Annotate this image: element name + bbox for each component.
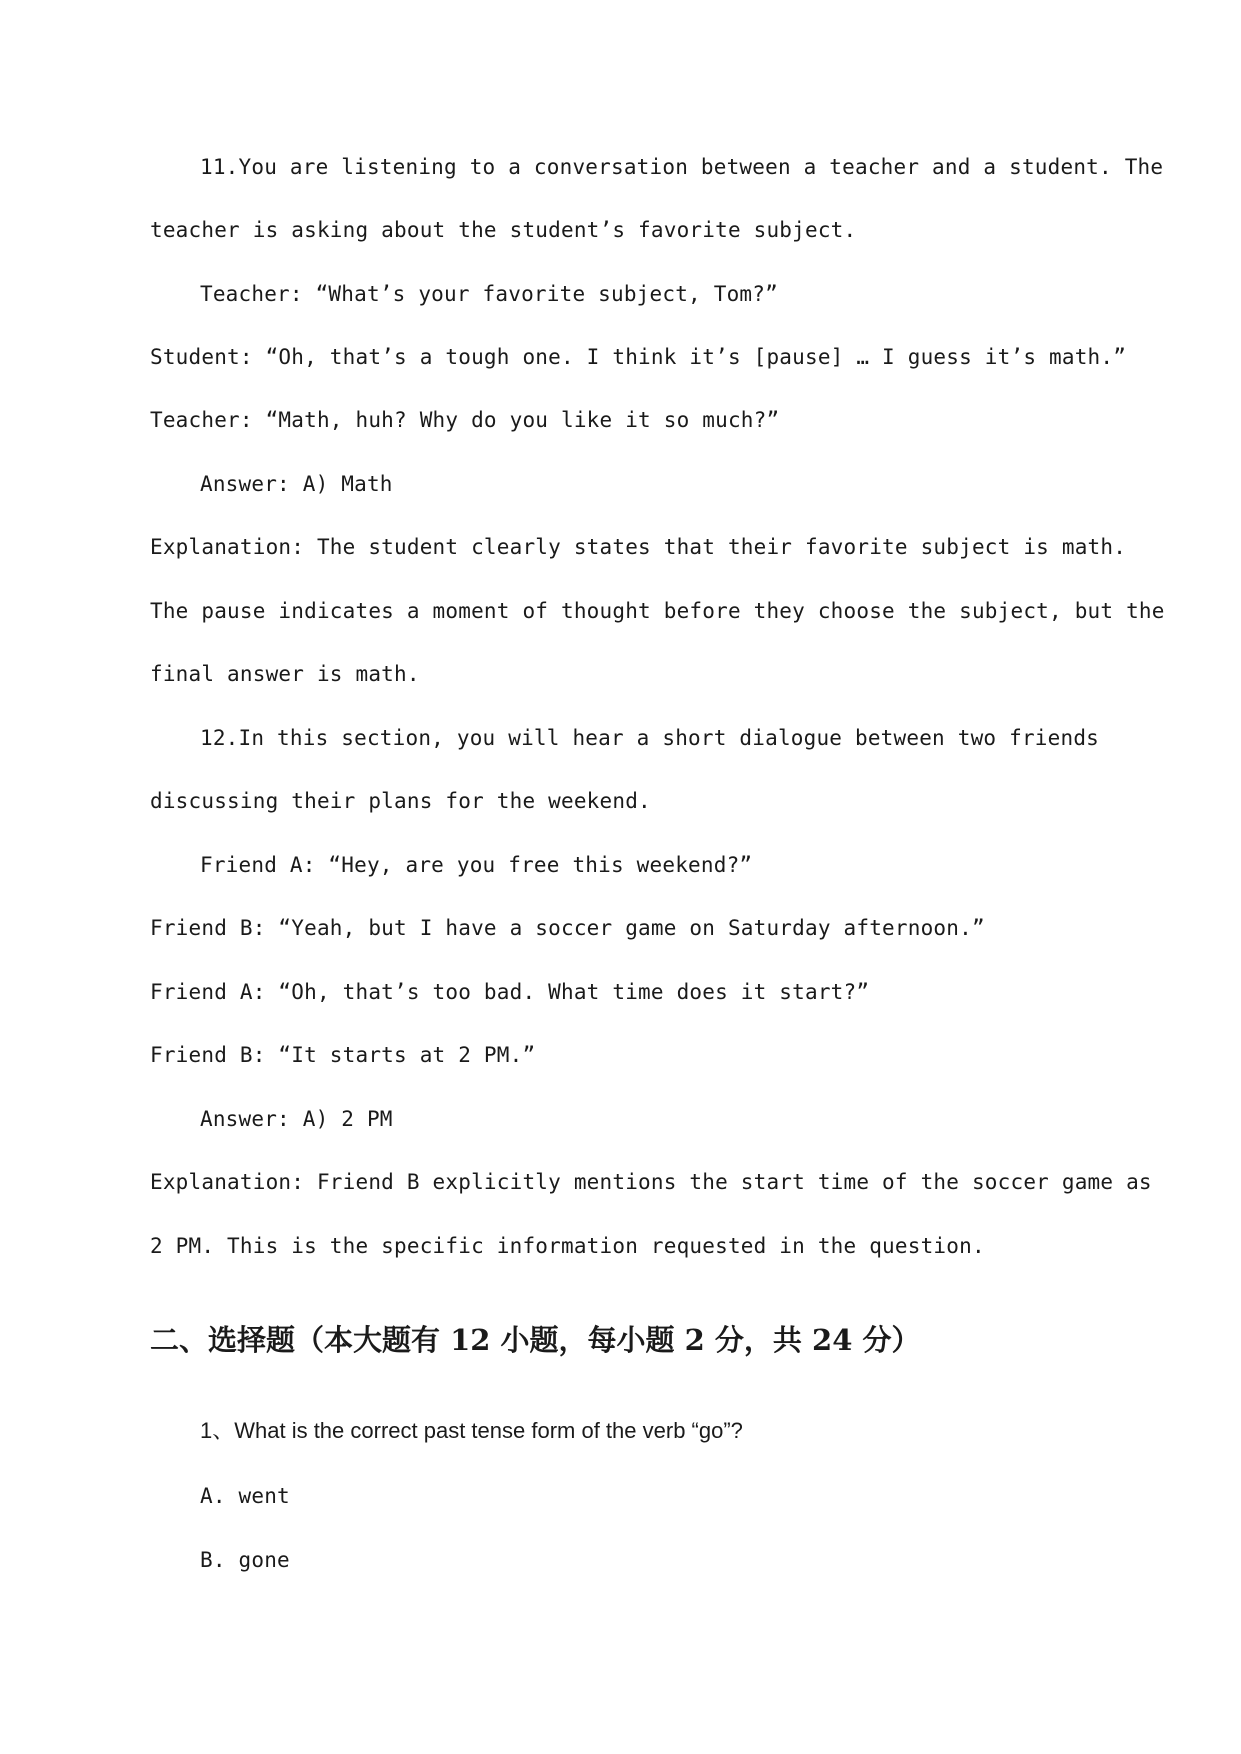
q12-dialogue-friend-b-2: Friend B: “It starts at 2 PM.” <box>150 1043 536 1067</box>
q11-dialogue-student: Student: “Oh, that’s a tough one. I think it’s [pause] … I guess it’s math.” <box>150 345 1127 369</box>
q11-explanation-line2: The pause indicates a moment of thought before they choose the subject, but the <box>150 599 1165 623</box>
q11-dialogue-teacher-1: Teacher: “What’s your favorite subject, Tom?” <box>200 282 778 306</box>
q12-prompt-line2: discussing their plans for the weekend. <box>150 789 651 813</box>
q12-dialogue-friend-b-1: Friend B: “Yeah, but I have a soccer game on Saturday afternoon.” <box>150 916 985 940</box>
q12-dialogue-friend-a-1: Friend A: “Hey, are you free this weekend?” <box>200 853 753 877</box>
q11-dialogue-teacher-2: Teacher: “Math, huh? Why do you like it so much?” <box>150 408 780 432</box>
option-b: B. gone <box>200 1548 290 1572</box>
q12-explanation-line2: 2 PM. This is the specific information requested in the question. <box>150 1234 985 1258</box>
q11-explanation-line3: final answer is math. <box>150 662 420 686</box>
q12-prompt-line1: 12.In this section, you will hear a short dialogue between two friends <box>200 726 1100 750</box>
q12-answer: Answer: A) 2 PM <box>200 1107 393 1131</box>
section2-heading: 二、选择题（本大题有 12 小题，每小题 2 分，共 24 分） <box>150 1323 921 1357</box>
option-a: A. went <box>200 1484 290 1508</box>
section2-question1: 1、What is the correct past tense form of the verb “go”? <box>200 1418 743 1443</box>
q11-prompt-line2: teacher is asking about the student’s favorite subject. <box>150 218 857 242</box>
q12-dialogue-friend-a-2: Friend A: “Oh, that’s too bad. What time does it start?” <box>150 980 870 1004</box>
q11-explanation-line1: Explanation: The student clearly states that their favorite subject is math. <box>150 535 1127 559</box>
q11-answer: Answer: A) Math <box>200 472 393 496</box>
q11-prompt-line1: 11.You are listening to a conversation between a teacher and a student. The <box>200 155 1164 179</box>
q12-explanation-line1: Explanation: Friend B explicitly mentions the start time of the soccer game as <box>150 1170 1152 1194</box>
